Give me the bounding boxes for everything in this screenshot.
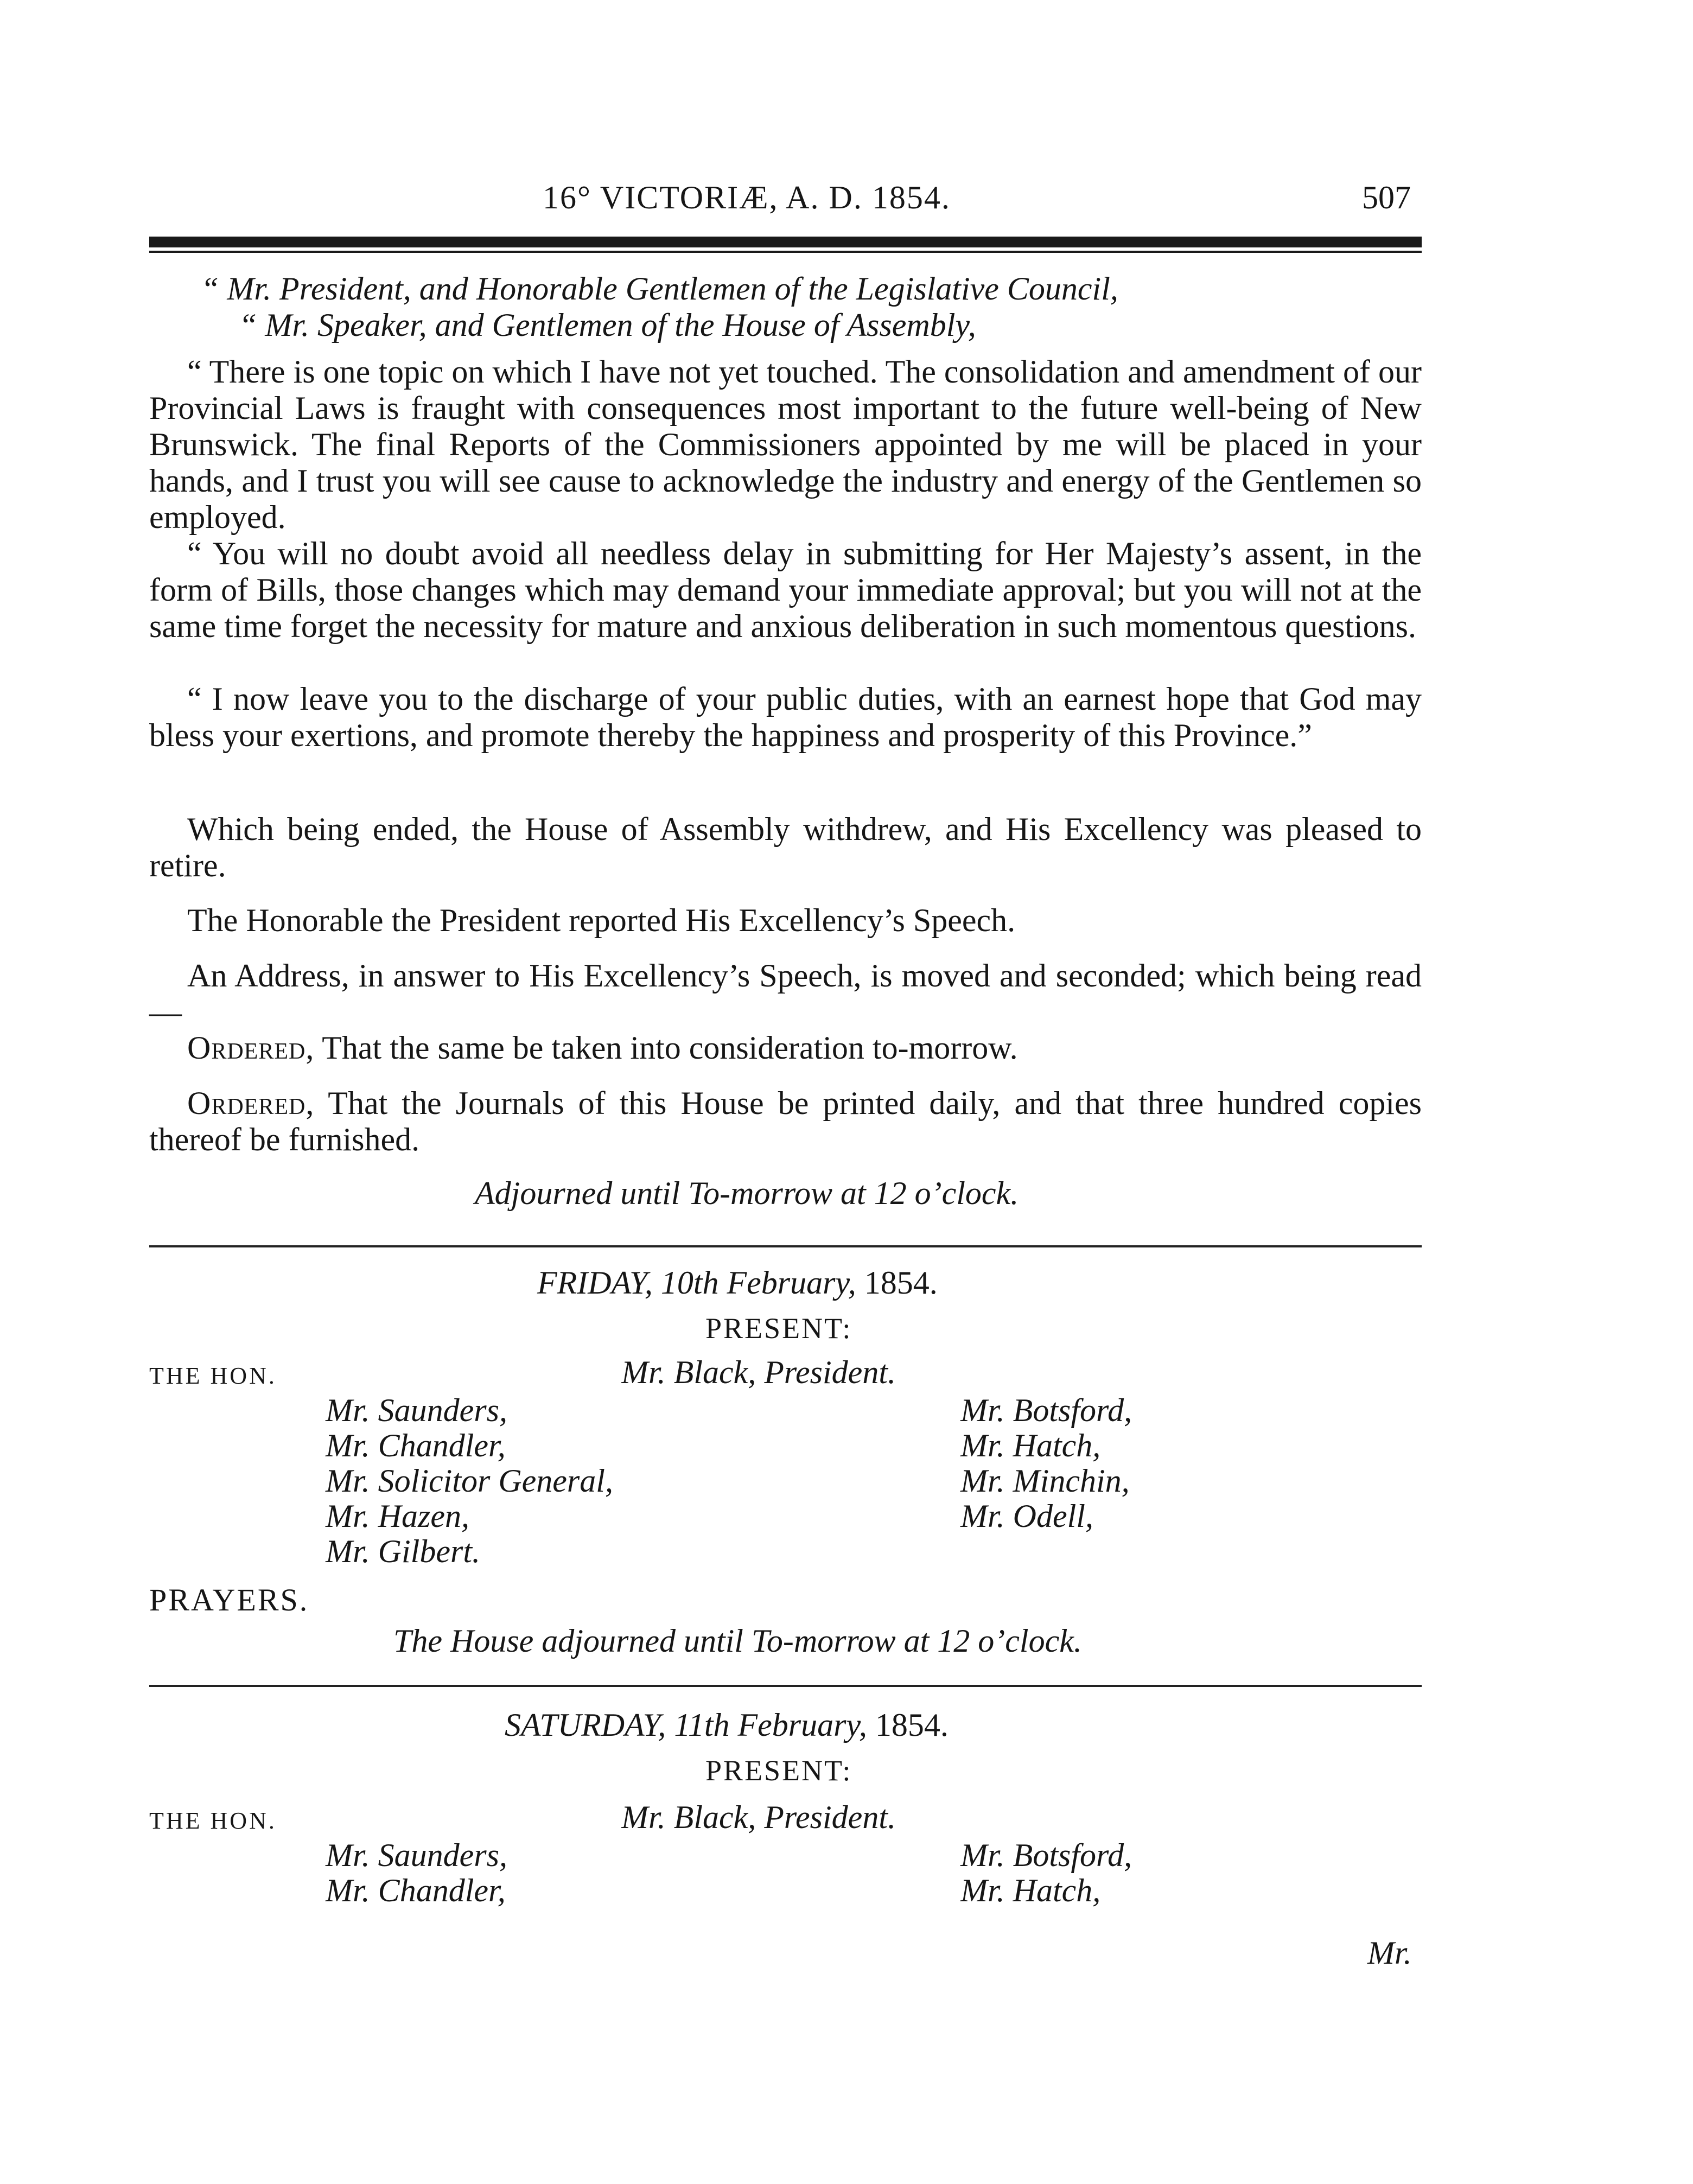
friday-prayers: PRAYERS. (149, 1582, 309, 1618)
saturday-hon: THE HON. (149, 1807, 277, 1834)
saturday-present: PRESENT: (705, 1754, 852, 1787)
header-rule (149, 237, 1422, 247)
saturday-left-name: Mr. Saunders, (326, 1837, 508, 1873)
section-separator-1 (149, 1245, 1422, 1247)
saturday-right-name: Mr. Botsford, (960, 1837, 1132, 1873)
friday-date: 10th February, (660, 1265, 856, 1301)
friday-right-name: Mr. Hatch, (960, 1428, 1101, 1463)
header-rule-thin (149, 251, 1422, 253)
friday-day: FRIDAY, (537, 1265, 653, 1301)
friday-adjourned: The House adjourned until To-morrow at 12 o’clock. (393, 1623, 1082, 1659)
section-separator-2 (149, 1685, 1422, 1687)
friday-hon: THE HON. (149, 1362, 277, 1389)
friday-right-name: Mr. Minchin, (960, 1463, 1130, 1499)
ordered-text-2: That the Journals of this House be printed daily, and that three hundred copies thereof be furnished. (149, 1085, 1422, 1157)
friday-right-name: Mr. Odell, (960, 1498, 1093, 1534)
saturday-president: Mr. Black, President. (621, 1799, 896, 1835)
ordered-paragraph-2 (149, 1085, 1422, 1158)
saturday-right-name: Mr. Hatch, (960, 1873, 1101, 1908)
ordered-paragraph-1 (149, 1030, 1422, 1066)
address-line-2: “ Mr. Speaker, and Gentlemen of the House of Assembly, (239, 307, 976, 343)
ordered-text-1: That the same be taken into consideration to-morrow. (322, 1030, 1018, 1066)
page-number: 507 (1362, 180, 1411, 215)
ordered-label: Ordered, (187, 1030, 315, 1066)
friday-present: PRESENT: (705, 1312, 852, 1345)
speech-paragraph-3: “ I now leave you to the discharge of your public duties, with an earnest hope that God may bless your exertions, and promote thereby the happiness and prosperity of this Province.” (149, 681, 1422, 753)
saturday-year: 1854. (875, 1707, 949, 1743)
friday-left-name: Mr. Solicitor General, (326, 1463, 613, 1499)
saturday-heading (505, 1707, 949, 1744)
friday-president: Mr. Black, President. (621, 1354, 896, 1390)
ordered-label-2: Ordered, (187, 1085, 315, 1121)
speech-paragraph-1: “ There is one topic on which I have not yet touched. The consolidation and amendment of our Provincial Laws is fraught with consequences most important to the future well-being of New Brunswick. The final Reports of the Commissioners appointed by me will be placed in your hands, and I trust you will see cause to acknowledge the industry and energy of the Gentlemen so employed. (149, 354, 1422, 535)
address-moved-paragraph: An Address, in answer to His Excellency’s Speech, is moved and seconded; which being read— (149, 958, 1422, 1030)
friday-left-name: Mr. Gilbert. (326, 1533, 480, 1569)
address-line-1: “ Mr. President, and Honorable Gentlemen of the Legislative Council, (201, 271, 1118, 307)
friday-right-name: Mr. Botsford, (960, 1392, 1132, 1428)
friday-left-name: Mr. Saunders, (326, 1392, 508, 1428)
friday-heading (537, 1264, 938, 1302)
reported-paragraph: The Honorable the President reported His Excellency’s Speech. (187, 902, 1016, 938)
friday-left-name: Mr. Hazen, (326, 1498, 469, 1534)
saturday-day: SATURDAY, (505, 1707, 666, 1743)
running-header: 16° VICTORIÆ, A. D. 1854. (543, 180, 951, 215)
friday-left-name: Mr. Chandler, (326, 1428, 506, 1463)
adjourned-line: Adjourned until To-morrow at 12 o’clock. (475, 1175, 1019, 1211)
speech-paragraph-2: “ You will no doubt avoid all needless delay in submitting for Her Majesty’s assent, in the form of Bills, those changes which may demand your immediate approval; but you will not at the same time forget the necessity for mature and anxious deliberation in such momentous questions. (149, 536, 1422, 644)
friday-year: 1854. (864, 1265, 938, 1301)
catchword: Mr. (1367, 1935, 1412, 1971)
saturday-left-name: Mr. Chandler, (326, 1873, 506, 1908)
withdrew-paragraph: Which being ended, the House of Assembly withdrew, and His Excellency was pleased to retire. (149, 811, 1422, 883)
saturday-date: 11th February, (674, 1707, 867, 1743)
